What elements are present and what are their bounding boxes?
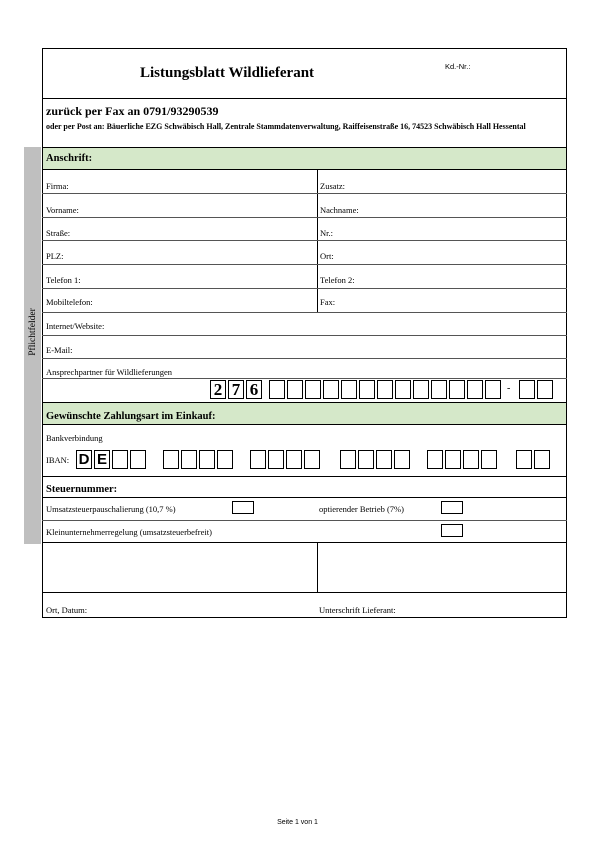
bank-details-label: Bankverbindung xyxy=(46,433,103,443)
divider xyxy=(42,520,567,521)
divider xyxy=(42,358,567,359)
divider xyxy=(42,264,567,265)
number-digit-input[interactable] xyxy=(305,380,321,399)
street-field[interactable]: Straße: xyxy=(46,228,71,238)
number-digit-input[interactable] xyxy=(323,380,339,399)
place-date-input-area[interactable] xyxy=(43,543,316,591)
payment-section-title: Gewünschte Zahlungsart im Einkauf: xyxy=(46,411,216,422)
number-digit-input[interactable] xyxy=(359,380,375,399)
iban-digit-input[interactable] xyxy=(199,450,215,469)
iban-digit-input[interactable] xyxy=(534,450,550,469)
iban-digit-input[interactable] xyxy=(481,450,497,469)
number-digit-input[interactable] xyxy=(467,380,483,399)
divider xyxy=(42,312,567,313)
iban-digit-input[interactable] xyxy=(250,450,266,469)
iban-digit-input[interactable] xyxy=(181,450,197,469)
iban-country-box: E xyxy=(94,450,110,469)
divider xyxy=(42,169,567,170)
number-separator: - xyxy=(507,383,511,394)
number-digit-input[interactable] xyxy=(519,380,535,399)
opting-option-label: optierender Betrieb (7%) xyxy=(319,504,404,514)
mobile-phone-field[interactable]: Mobiltelefon: xyxy=(46,297,93,307)
number-digit-box: 2 xyxy=(210,380,226,399)
small-business-option-label: Kleinunternehmerregelung (umsatzsteuerbefreit) xyxy=(46,527,212,537)
iban-digit-input[interactable] xyxy=(304,450,320,469)
number-digit-input[interactable] xyxy=(287,380,303,399)
number-digit-input[interactable] xyxy=(269,380,285,399)
iban-digit-input[interactable] xyxy=(376,450,392,469)
addition-field[interactable]: Zusatz: xyxy=(320,181,346,191)
iban-digit-input[interactable] xyxy=(358,450,374,469)
page-number: Seite 1 von 1 xyxy=(277,819,318,826)
number-digit-input[interactable] xyxy=(485,380,501,399)
divider xyxy=(42,288,567,289)
iban-digit-input[interactable] xyxy=(445,450,461,469)
divider xyxy=(42,98,567,99)
number-digit-box: 7 xyxy=(228,380,244,399)
number-digit-input[interactable] xyxy=(537,380,553,399)
iban-label: IBAN: xyxy=(46,455,70,465)
divider xyxy=(42,497,567,498)
supplier-signature-label: Unterschrift Lieferant: xyxy=(319,605,396,615)
tax-section-title: Steuernummer: xyxy=(46,484,118,495)
number-digit-input[interactable] xyxy=(395,380,411,399)
fax-return-line: zurück per Fax an 0791/93290539 xyxy=(46,104,219,118)
first-name-field[interactable]: Vorname: xyxy=(46,205,79,215)
email-field[interactable]: E-Mail: xyxy=(46,345,73,355)
divider xyxy=(42,335,567,336)
address-section-title: Anschrift: xyxy=(46,153,93,164)
iban-country-box: D xyxy=(76,450,92,469)
divider xyxy=(42,378,567,379)
small-business-checkbox[interactable] xyxy=(441,524,463,537)
customer-number-label: Kd.-Nr.: xyxy=(445,62,471,71)
number-digit-input[interactable] xyxy=(449,380,465,399)
postal-code-field[interactable]: PLZ: xyxy=(46,251,64,261)
divider xyxy=(42,476,567,477)
company-field[interactable]: Firma: xyxy=(46,181,69,191)
divider xyxy=(42,193,567,194)
divider xyxy=(42,402,567,403)
city-field[interactable]: Ort: xyxy=(320,251,334,261)
place-date-label: Ort, Datum: xyxy=(46,605,88,615)
number-digit-input[interactable] xyxy=(341,380,357,399)
game-contact-field[interactable]: Ansprechpartner für Wildlieferungen xyxy=(46,367,173,377)
flat-rate-checkbox[interactable] xyxy=(232,501,254,514)
last-name-field[interactable]: Nachname: xyxy=(320,205,359,215)
mandatory-fields-label: Pflichtfelder xyxy=(28,308,38,356)
phone-2-field[interactable]: Telefon 2: xyxy=(320,275,355,285)
number-digit-input[interactable] xyxy=(377,380,393,399)
iban-digit-input[interactable] xyxy=(516,450,532,469)
divider xyxy=(42,424,567,425)
divider xyxy=(42,240,567,241)
fax-field[interactable]: Fax: xyxy=(320,297,336,307)
website-field[interactable]: Internet/Website: xyxy=(46,321,105,331)
house-number-field[interactable]: Nr.: xyxy=(320,228,333,238)
iban-digit-input[interactable] xyxy=(340,450,356,469)
iban-digit-input[interactable] xyxy=(463,450,479,469)
number-digit-input[interactable] xyxy=(431,380,447,399)
iban-digit-input[interactable] xyxy=(268,450,284,469)
form-title: Listungsblatt Wildlieferant xyxy=(140,65,315,81)
iban-digit-input[interactable] xyxy=(217,450,233,469)
opting-checkbox[interactable] xyxy=(441,501,463,514)
phone-1-field[interactable]: Telefon 1: xyxy=(46,275,81,285)
number-digit-box: 6 xyxy=(246,380,262,399)
flat-rate-option-label: Umsatzsteuerpauschalierung (10,7 %) xyxy=(46,504,176,514)
divider xyxy=(42,147,567,148)
iban-digit-input[interactable] xyxy=(130,450,146,469)
divider xyxy=(42,592,567,593)
iban-digit-input[interactable] xyxy=(394,450,410,469)
divider xyxy=(42,217,567,218)
signature-input-area[interactable] xyxy=(318,543,566,591)
iban-digit-input[interactable] xyxy=(112,450,128,469)
iban-digit-input[interactable] xyxy=(286,450,302,469)
iban-digit-input[interactable] xyxy=(163,450,179,469)
number-digit-input[interactable] xyxy=(413,380,429,399)
post-return-line: oder per Post an: Bäuerliche EZG Schwäbisch Hall, Zentrale Stammdatenverwaltung, Raiffeisenstraße 16, 74523 Schwäbisch Hall Hessental xyxy=(46,122,526,131)
decorative-dash xyxy=(314,402,319,403)
iban-digit-input[interactable] xyxy=(427,450,443,469)
